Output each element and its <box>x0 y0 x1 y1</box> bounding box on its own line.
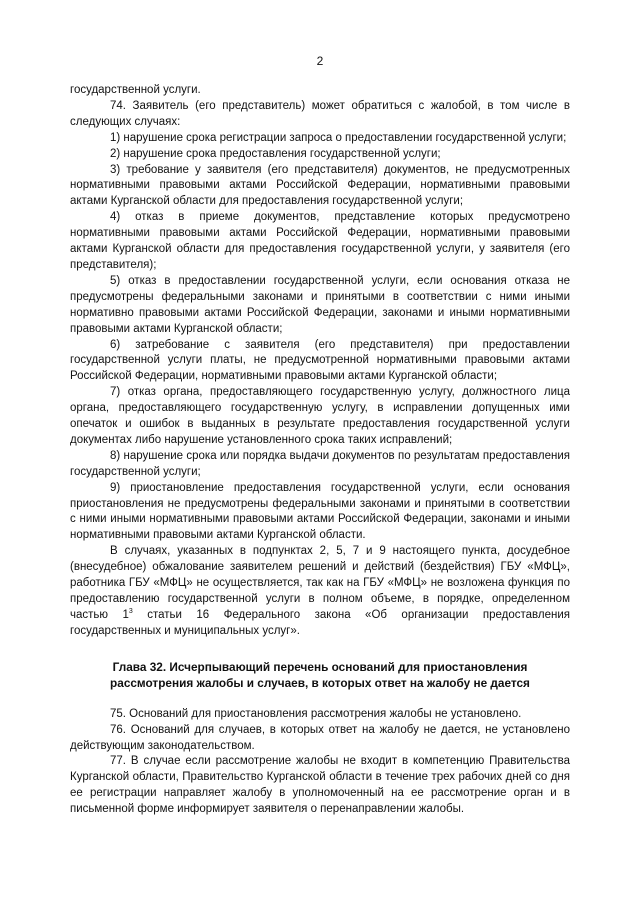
list-item-1: 1) нарушение срока регистрации запроса о предоставлении государственной услуги; <box>110 131 567 144</box>
paragraph-cases-tail: статьи 16 Федерального закона «Об организации предоставления государственных и муниципальных услуг». <box>70 608 570 637</box>
page-number: 2 <box>316 54 324 68</box>
list-item-7: 7) отказ органа, предоставляющего государственную услугу, должностного лица органа, предоставляющего государственную услугу, в исправлении допущенных ими опечаток и ошибок в выданных в результате предоставления государственной услуги документах либо нарушение установленного срока таких исправлений; <box>70 386 570 446</box>
paragraph-74: 74. Заявитель (его представитель) может обратиться с жалобой, в том числе в следующих случаях: <box>70 99 570 128</box>
paragraph-continuation: государственной услуги. <box>70 84 201 96</box>
list-item-3: 3) требование у заявителя (его представителя) документов, не предусмотренных нормативными правовыми актами Российской Федерации, нормативными правовыми актами Курганской области для предоставления государственной услуги; <box>70 163 570 208</box>
superscript: 3 <box>128 608 133 616</box>
paragraph-76: 76. Оснований для случаев, в которых ответ на жалобу не дается, не установлено действующим законодательством. <box>70 723 570 752</box>
paragraph-77: 77. В случае если рассмотрение жалобы не входит в компетенцию Правительства Курганской области, Правительство Курганской области в течение трех рабочих дней со дня ее регистрации направляет жалобу в уполномоченный на ее рассмотрение орган и в письменной форме информирует заявителя о перенаправлении жалобы. <box>70 755 570 816</box>
chapter-heading <box>70 659 570 691</box>
chapter-heading-line-2: рассмотрения жалобы и случаев, в которых ответ на жалобу не дается <box>110 675 530 690</box>
list-item-2: 2) нарушение срока предоставления государственной услуги; <box>110 147 441 160</box>
list-item-5: 5) отказ в предоставлении государственной услуги, если основания отказа не предусмотрены федеральными законами и принятыми в соответствии с ними иными нормативно правовыми актами Российской Федерации, законами и иными нормативными правовыми актами Курганской области; <box>70 274 570 335</box>
chapter-heading-line-1: Глава 32. Исчерпывающий перечень оснований для приостановления <box>112 659 528 674</box>
paragraph-75: 75. Оснований для приостановления рассмотрения жалобы не установлено. <box>110 707 522 720</box>
list-item-6: 6) затребование с заявителя (его представителя) при предоставлении государственной услуги платы, не предусмотренной нормативными правовыми актами Российской Федерации, нормативными правовыми актами Курганской области; <box>70 338 570 383</box>
paragraph-cases-text: В случаях, указанных в подпунктах 2, 5, 7 и 9 настоящего пункта, досудебное (внесудебное) обжалование заявителем решений и действий (бездействия) ГБУ «МФЦ», работника ГБУ «МФЦ» не осуществляется, так как на ГБУ «МФЦ» не возложена функция по предоставлению государственной услуги в полном объеме, в порядке, определенном частью 1 <box>70 545 570 621</box>
list-item-9: 9) приостановление предоставления государственной услуги, если основания приостановления не предусмотрены федеральными законами и принятыми в соответствии с ними иными нормативными правовыми актами Российской Федерации, законами и иными нормативными правовыми актами Курганской области. <box>70 481 570 542</box>
document-body <box>70 83 570 818</box>
paragraph-cases <box>70 544 570 639</box>
list-item-4: 4) отказ в приеме документов, представление которых предусмотрено нормативными правовыми актами Российской Федерации, нормативными правовыми актами Курганской области для предоставления государственной услуги, у заявителя (его представителя); <box>70 211 570 271</box>
list-item-8: 8) нарушение срока или порядка выдачи документов по результатам предоставления государственной услуги; <box>70 449 570 478</box>
